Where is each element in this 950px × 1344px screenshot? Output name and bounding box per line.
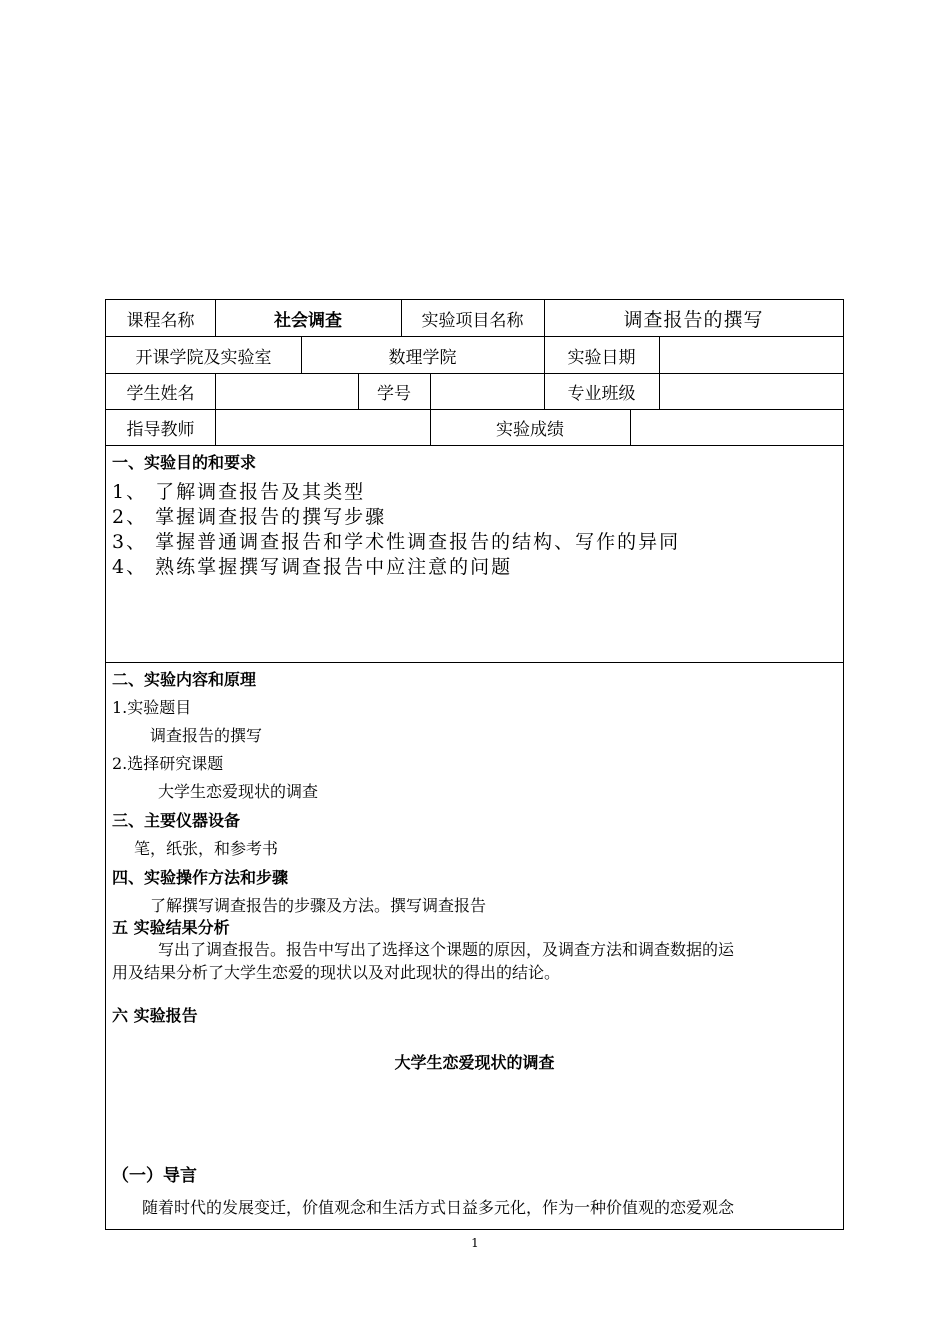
college-label: 开课学院及实验室 [135, 347, 272, 368]
section-5-line1: 写出了调查报告。报告中写出了选择这个课题的原因，及调查方法和调查数据的运 [158, 940, 735, 959]
grade-value [630, 410, 843, 445]
section-2-title: 二、实验内容和原理 [112, 670, 257, 689]
row-teacher [106, 410, 843, 446]
objective-item: 4、 熟练掌握撰写调查报告中应注意的问题 [112, 556, 513, 578]
course-label: 课程名称 [126, 310, 195, 331]
section-objectives [106, 446, 843, 663]
section-2-sub1: 1.实验题目 [112, 698, 192, 717]
section-1-title: 一、实验目的和要求 [112, 453, 257, 472]
objective-item: 2、 掌握调查报告的撰写步骤 [112, 506, 387, 528]
section-2-sub2-text: 大学生恋爱现状的调查 [158, 782, 319, 801]
section-5-line2: 用及结果分析了大学生恋爱的现状以及对此现状的得出的结论。 [112, 963, 561, 982]
page-number: 1 [471, 1236, 479, 1250]
project-label: 实验项目名称 [421, 310, 524, 331]
course-value: 社会调查 [274, 310, 342, 331]
section-4-title: 四、实验操作方法和步骤 [112, 868, 289, 887]
section-content [106, 663, 843, 1229]
report-title: 大学生恋爱现状的调查 [394, 1053, 555, 1072]
section-5-title: 五 实验结果分析 [112, 918, 230, 937]
student-value [215, 374, 358, 409]
objective-item: 1、 了解调查报告及其类型 [112, 481, 366, 503]
id-value [430, 374, 544, 409]
date-label: 实验日期 [567, 347, 636, 368]
row-student [106, 374, 843, 410]
section-6-title: 六 实验报告 [112, 1006, 198, 1025]
objective-item: 3、 掌握普通调查报告和学术性调查报告的结构、写作的异同 [112, 531, 681, 553]
section-2-sub1-text: 调查报告的撰写 [150, 726, 263, 745]
intro-heading: （一）导言 [112, 1166, 197, 1186]
teacher-label: 指导教师 [126, 420, 195, 440]
section-2-sub2: 2.选择研究课题 [112, 754, 224, 773]
experiment-report-table [105, 299, 844, 1230]
class-value [659, 374, 843, 409]
college-value: 数理学院 [388, 347, 457, 368]
row-course [106, 300, 843, 337]
row-college [106, 337, 843, 374]
grade-label: 实验成绩 [496, 420, 564, 440]
section-3-title: 三、主要仪器设备 [112, 811, 241, 830]
intro-text: 随着时代的发展变迁，价值观念和生活方式日益多元化，作为一种价值观的恋爱观念 [142, 1198, 735, 1217]
date-value [659, 337, 843, 373]
id-label: 学号 [377, 384, 411, 404]
class-label: 专业班级 [567, 384, 636, 404]
project-value: 调查报告的撰写 [623, 308, 764, 331]
teacher-value [215, 410, 430, 445]
student-label: 学生姓名 [126, 384, 195, 404]
section-4-text: 了解撰写调查报告的步骤及方法。撰写调查报告 [150, 896, 487, 915]
section-3-text: 笔，纸张，和参考书 [134, 839, 279, 858]
